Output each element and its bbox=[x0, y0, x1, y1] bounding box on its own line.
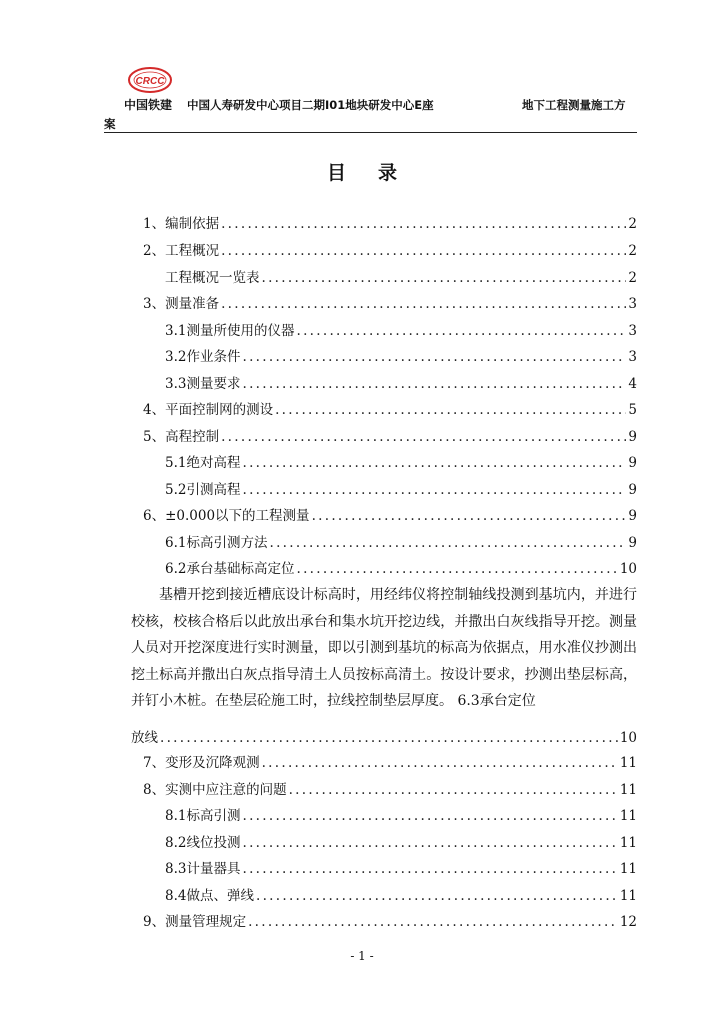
toc-label: 6、±0.000以下的工程测量 bbox=[143, 508, 310, 524]
toc-label: 3.1测量所使用的仪器 bbox=[165, 323, 295, 339]
toc-label: 5.2引测高程 bbox=[165, 482, 241, 498]
toc-page: 10 bbox=[619, 730, 637, 746]
toc-row[interactable] bbox=[143, 506, 637, 526]
toc-label: 8.4做点、弹线 bbox=[165, 888, 254, 904]
toc-label: 7、变形及沉降观测 bbox=[143, 755, 260, 771]
page-title: 目录 bbox=[326, 162, 429, 184]
toc-page: 4 bbox=[628, 376, 637, 392]
toc-label: 2、工程概况 bbox=[143, 243, 220, 259]
toc-leader bbox=[296, 559, 617, 579]
toc-row[interactable] bbox=[143, 400, 637, 420]
toc-row[interactable] bbox=[143, 780, 637, 800]
toc-page: 3 bbox=[628, 296, 637, 312]
page-number: - 1 - bbox=[350, 949, 374, 963]
toc-label: 6.1标高引测方法 bbox=[165, 535, 268, 551]
header-doc-title: 地下工程测量施工方 bbox=[522, 98, 626, 112]
toc-page: 11 bbox=[619, 888, 637, 904]
toc-page: 2 bbox=[628, 216, 637, 232]
toc-page: 2 bbox=[628, 270, 637, 286]
toc-row[interactable] bbox=[143, 753, 637, 773]
toc-label: 工程概况一览表 bbox=[165, 270, 260, 286]
toc-page: 9 bbox=[628, 455, 637, 471]
toc-row[interactable] bbox=[165, 833, 637, 853]
toc-page: 2 bbox=[628, 243, 637, 259]
toc-label: 5、高程控制 bbox=[143, 429, 220, 445]
toc-leader bbox=[242, 833, 617, 853]
toc-page: 11 bbox=[619, 755, 637, 771]
toc-row[interactable] bbox=[165, 806, 637, 826]
toc-row[interactable] bbox=[165, 533, 637, 553]
toc-page: 9 bbox=[628, 429, 637, 445]
toc-leader bbox=[312, 506, 627, 526]
toc-leader bbox=[296, 321, 626, 341]
toc-label: 8.1标高引测 bbox=[165, 808, 241, 824]
toc-row[interactable] bbox=[165, 268, 637, 288]
toc-page: 5 bbox=[628, 402, 637, 418]
toc-row[interactable] bbox=[165, 480, 637, 500]
toc-row[interactable] bbox=[165, 859, 637, 879]
toc-page: 11 bbox=[619, 835, 637, 851]
toc-leader bbox=[221, 294, 626, 314]
toc-page: 9 bbox=[628, 508, 637, 524]
toc-page: 11 bbox=[619, 782, 637, 798]
body-paragraph bbox=[131, 582, 637, 715]
toc-row[interactable] bbox=[131, 728, 637, 748]
toc-row[interactable] bbox=[165, 886, 637, 906]
toc-leader bbox=[269, 533, 626, 553]
paragraph-text: 基槽开挖到接近槽底设计标高时，用经纬仪将控制轴线投测到基坑内，并进行校核，校核合格后以此放出承台和集水坑开挖边线，并撒出白灰线指导开挖。测量人员对开挖深度进行实时测量，即以引测到基坑的标高为依据点，用水准仪抄测出挖土标高并撒出白灰点指导清土人员按标高清土。按设计要求，抄测出垫层标高，并钉小木桩。在垫层砼施工时，拉线控制垫层厚度。 6.3承台定位 bbox=[131, 587, 637, 709]
toc-leader bbox=[242, 374, 626, 394]
toc-page: 12 bbox=[619, 914, 637, 930]
toc-page: 9 bbox=[628, 535, 637, 551]
toc-page: 11 bbox=[619, 808, 637, 824]
toc-label: 9、测量管理规定 bbox=[143, 914, 247, 930]
toc-label: 8.3计量器具 bbox=[165, 861, 241, 877]
toc-label: 1、编制依据 bbox=[143, 216, 220, 232]
toc-leader bbox=[242, 859, 617, 879]
toc-leader bbox=[242, 480, 626, 500]
toc-row[interactable] bbox=[165, 559, 637, 579]
toc-label: 8、实测中应注意的问题 bbox=[143, 782, 287, 798]
toc-row[interactable] bbox=[143, 294, 637, 314]
toc-page: 11 bbox=[619, 861, 637, 877]
toc-row[interactable] bbox=[143, 214, 637, 234]
toc-row[interactable] bbox=[143, 241, 637, 261]
logo-text: CRCC bbox=[135, 76, 165, 87]
toc-leader bbox=[275, 400, 626, 420]
toc-row[interactable] bbox=[165, 374, 637, 394]
toc-leader bbox=[221, 214, 626, 234]
toc-leader bbox=[262, 753, 618, 773]
toc-page: 3 bbox=[628, 323, 637, 339]
toc-leader bbox=[160, 728, 618, 748]
toc-label: 3.3测量要求 bbox=[165, 376, 241, 392]
toc-leader bbox=[248, 912, 618, 932]
toc-leader bbox=[221, 427, 626, 447]
toc-page: 10 bbox=[619, 561, 637, 577]
toc-label: 3.2作业条件 bbox=[165, 349, 241, 365]
toc-label: 5.1绝对高程 bbox=[165, 455, 241, 471]
toc-label: 4、平面控制网的测设 bbox=[143, 402, 274, 418]
toc-leader bbox=[242, 347, 626, 367]
header-project: 中国人寿研发中心项目二期I01地块研发中心E座 bbox=[187, 98, 434, 112]
toc-page: 3 bbox=[628, 349, 637, 365]
toc-label: 6.2承台基础标高定位 bbox=[165, 561, 295, 577]
toc-leader bbox=[221, 241, 626, 261]
toc-label: 放线 bbox=[131, 730, 158, 746]
toc-leader bbox=[289, 780, 618, 800]
toc-row[interactable] bbox=[165, 453, 637, 473]
toc-label: 3、测量准备 bbox=[143, 296, 220, 312]
toc-leader bbox=[242, 453, 626, 473]
header-doc-title-wrap: 案 bbox=[104, 117, 116, 131]
toc-row[interactable] bbox=[165, 321, 637, 341]
toc-leader bbox=[256, 886, 618, 906]
toc-row[interactable] bbox=[165, 347, 637, 367]
toc-row[interactable] bbox=[143, 912, 637, 932]
toc-leader bbox=[262, 268, 627, 288]
toc-page: 9 bbox=[628, 482, 637, 498]
toc-label: 8.2线位投测 bbox=[165, 835, 241, 851]
toc-row[interactable] bbox=[143, 427, 637, 447]
toc-leader bbox=[242, 806, 617, 826]
header-company: 中国铁建 bbox=[124, 98, 173, 112]
